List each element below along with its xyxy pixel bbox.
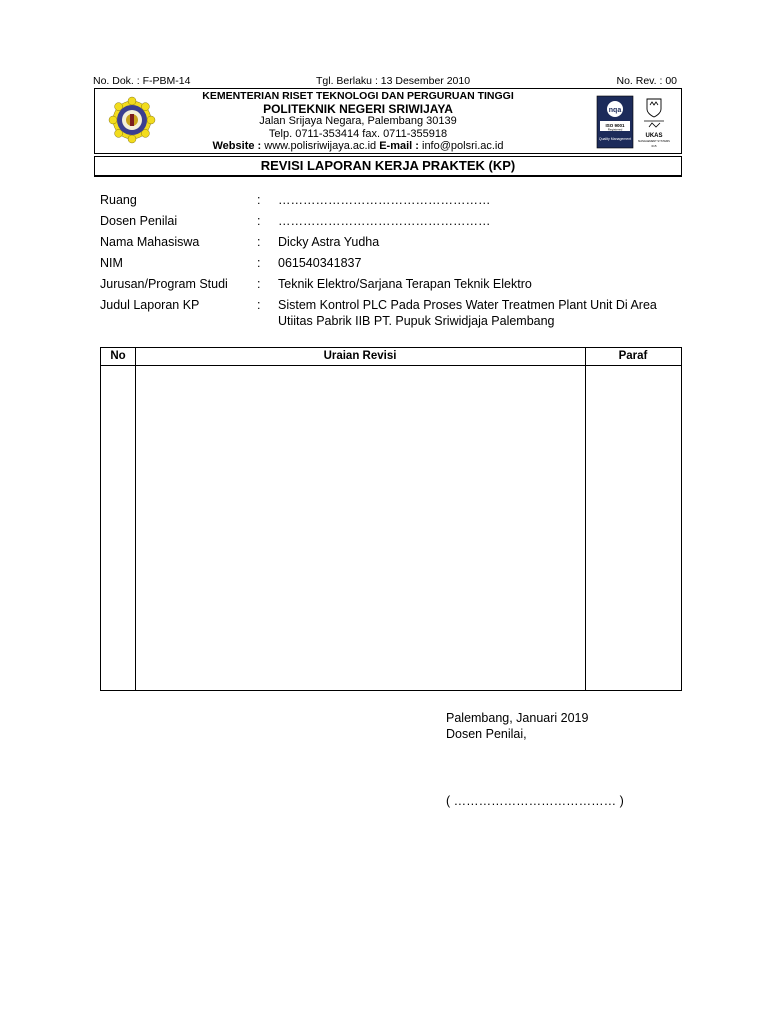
signature-place-date: Palembang, Januari 2019 xyxy=(446,711,589,725)
institution-phone: Telp. 0711-353414 fax. 0711-355918 xyxy=(268,127,448,140)
field-colon: : xyxy=(257,235,261,249)
column-divider xyxy=(135,348,136,690)
document-number: No. Dok. : F-PBM-14 xyxy=(93,75,191,87)
ukas-sub: MANAGEMENT SYSTEMS xyxy=(638,140,670,143)
table-header-row xyxy=(101,348,681,366)
field-colon: : xyxy=(257,193,261,207)
website-label: Website : xyxy=(212,140,262,152)
field-colon: : xyxy=(257,298,261,312)
document-title: REVISI LAPORAN KERJA PRAKTEK (KP) xyxy=(94,156,682,177)
signature-role: Dosen Penilai, xyxy=(446,727,527,741)
field-label: Jurusan/Program Studi xyxy=(100,277,228,291)
header-paraf: Paraf xyxy=(618,350,648,362)
field-label: Nama Mahasiswa xyxy=(100,235,200,249)
field-value: …………………………………………… xyxy=(278,193,491,207)
email-address: info@polsri.ac.id xyxy=(422,140,504,152)
polsri-logo-icon xyxy=(108,93,156,151)
field-value: …………………………………………… xyxy=(278,214,491,228)
ukas-number: 015 xyxy=(651,144,657,148)
iso-ukas-certification-icon xyxy=(596,95,674,150)
header-uraian-revisi: Uraian Revisi xyxy=(323,350,397,362)
field-label: Judul Laporan KP xyxy=(100,298,200,312)
iso-quality-mgmt: Quality Management xyxy=(598,137,632,141)
column-divider xyxy=(585,348,586,690)
effective-date: Tgl. Berlaku : 13 Desember 2010 xyxy=(316,75,471,87)
institution-web xyxy=(155,140,561,153)
header-no: No xyxy=(110,350,126,362)
field-colon: : xyxy=(257,277,261,291)
website-url: www.polisriwijaya.ac.id xyxy=(264,140,377,152)
iso-mark: ISO 9001 xyxy=(605,123,625,128)
field-label: Dosen Penilai xyxy=(100,214,178,228)
signature-name-placeholder: ( ………………………………… ) xyxy=(446,794,624,808)
field-colon: : xyxy=(257,256,261,270)
field-value: Teknik Elektro/Sarjana Terapan Teknik Elektro xyxy=(278,277,532,291)
field-label: Ruang xyxy=(100,193,137,207)
field-value: Dicky Astra Yudha xyxy=(278,235,380,249)
ministry-name: KEMENTERIAN RISET TEKNOLOGI DAN PERGURUAN TINGGI xyxy=(202,90,514,102)
field-value: 061540341837 xyxy=(278,256,362,270)
field-value-continuation: Utiitas Pabrik IIB PT. Pupuk Sriwidjaja Palembang xyxy=(278,314,555,328)
field-value: Sistem Kontrol PLC Pada Proses Water Treatmen Plant Unit Di Area xyxy=(278,298,657,312)
ukas-mark: UKAS xyxy=(645,133,663,139)
letterhead xyxy=(94,88,682,154)
institution-name: POLITEKNIK NEGERI SRIWIJAYA xyxy=(263,101,453,116)
institution-address: Jalan Srijaya Negara, Palembang 30139 xyxy=(259,115,457,127)
iso-registered: Registered xyxy=(607,127,623,132)
email-label: E-mail : xyxy=(379,140,419,152)
field-label: NIM xyxy=(100,256,123,270)
letterhead-text xyxy=(155,89,561,153)
revision-table xyxy=(100,347,682,691)
field-colon: : xyxy=(257,214,261,228)
revision-number: No. Rev. : 00 xyxy=(616,75,677,87)
nqa-mark: nqa xyxy=(608,107,622,114)
